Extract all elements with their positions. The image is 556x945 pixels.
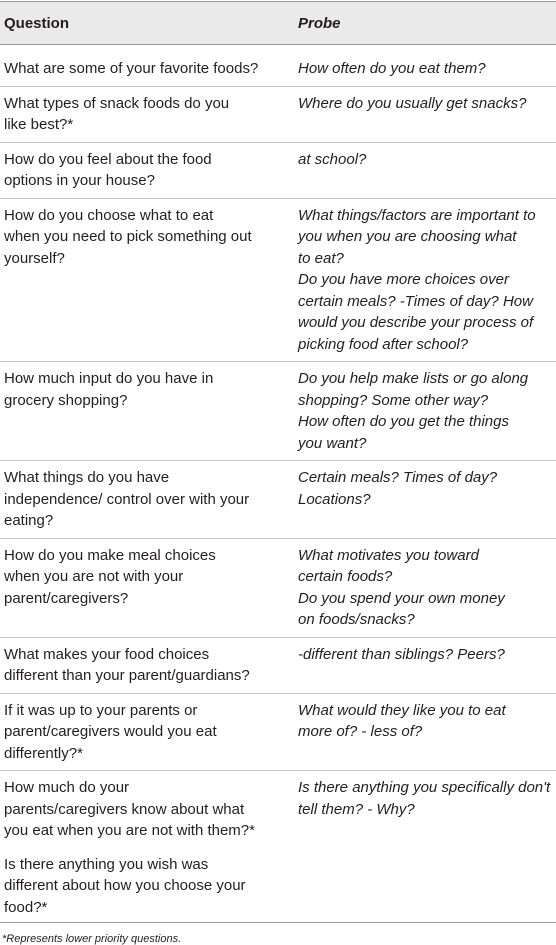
question-text-line: when you are not with your xyxy=(4,568,184,585)
probe-cell xyxy=(298,142,556,198)
probe-text-line: How often do you eat them? xyxy=(298,60,486,77)
question-text-line: If it was up to your parents or xyxy=(4,701,198,719)
probe-text-line: more of? - less of? xyxy=(298,723,423,740)
probe-text-line: How often do you get the things xyxy=(298,413,509,430)
question-text-line: How much do your xyxy=(4,779,130,796)
column-header-probe: Probe xyxy=(298,2,556,45)
table-footnote: *Represents lower priority questions. xyxy=(2,933,182,945)
question-cell xyxy=(0,461,298,539)
column-header-question: Question xyxy=(0,2,298,45)
probe-text-line: What motivates you toward xyxy=(298,546,479,564)
question-text-line: What types of snack foods do you xyxy=(4,94,230,112)
probe-text-line: shopping? Some other way? xyxy=(298,391,489,409)
interview-guide-table xyxy=(0,1,556,923)
question-cell xyxy=(0,771,298,848)
table-row xyxy=(0,637,556,693)
table-body xyxy=(0,45,556,923)
probe-text-line: you when you are choosing what xyxy=(298,228,517,245)
probe-text-line: certain foods? xyxy=(298,568,393,585)
question-text-line: options in your house? xyxy=(4,172,155,189)
question-text-line: different about how you choose your xyxy=(4,877,246,894)
question-text-line: What things do you have xyxy=(4,469,170,486)
probe-cell xyxy=(298,362,556,461)
probe-text-line: Do you help make lists or go along xyxy=(298,370,529,387)
question-cell xyxy=(0,142,298,198)
probe-cell xyxy=(298,637,556,693)
question-text-line: independence/ control over with your xyxy=(4,490,250,508)
probe-text-line: you want? xyxy=(298,434,367,452)
question-cell xyxy=(0,637,298,693)
question-cell xyxy=(0,86,298,142)
question-text-line: How do you choose what to eat xyxy=(4,206,214,224)
question-text-line: parents/caregivers know about what xyxy=(4,800,245,818)
table-row xyxy=(0,848,556,923)
table-row xyxy=(0,362,556,461)
probe-text-line: to eat? xyxy=(298,249,344,267)
question-text-line: Is there anything you wish was xyxy=(4,855,209,873)
question-text-line: you eat when you are not with them?* xyxy=(4,822,255,839)
table-row xyxy=(0,693,556,771)
table-row xyxy=(0,461,556,539)
question-cell xyxy=(0,693,298,771)
question-text-line: parent/caregivers would you eat xyxy=(4,723,217,740)
probe-text-line: tell them? - Why? xyxy=(298,800,415,818)
question-cell xyxy=(0,362,298,461)
probe-text-line: What would they like you to eat xyxy=(298,701,506,719)
table-row xyxy=(0,198,556,362)
question-text-line: parent/caregivers? xyxy=(4,589,129,607)
probe-text-line: Where do you usually get snacks? xyxy=(298,94,527,112)
question-text-line: differently?* xyxy=(4,744,83,762)
probe-cell xyxy=(298,848,556,923)
probe-cell xyxy=(298,86,556,142)
probe-text-line: at school? xyxy=(298,150,367,168)
probe-text-line: -different than siblings? Peers? xyxy=(298,645,505,663)
probe-text-line: Do you have more choices over xyxy=(298,271,509,288)
probe-cell xyxy=(298,198,556,362)
question-cell xyxy=(0,848,298,923)
table-header xyxy=(0,2,556,45)
question-text-line: different than your parent/guardians? xyxy=(4,667,250,684)
probe-text-line: Locations? xyxy=(298,490,371,508)
probe-text-line: Certain meals? Times of day? xyxy=(298,469,498,486)
probe-text-line: would you describe your process of xyxy=(298,314,534,331)
probe-text-line: What things/factors are important to xyxy=(298,206,536,224)
table-row xyxy=(0,771,556,848)
question-text-line: What are some of your favorite foods? xyxy=(4,60,259,77)
question-text-line: food?* xyxy=(4,898,48,916)
table-row xyxy=(0,86,556,142)
question-text-line: How much input do you have in xyxy=(4,370,214,387)
probe-text-line: picking food after school? xyxy=(298,335,469,353)
question-text-line: How do you feel about the food xyxy=(4,150,212,168)
header-row xyxy=(0,2,556,45)
question-text-line: yourself? xyxy=(4,249,65,267)
table-row xyxy=(0,45,556,87)
probe-text-line: Is there anything you specifically don't xyxy=(298,779,551,796)
probe-cell xyxy=(298,538,556,637)
probe-cell xyxy=(298,771,556,848)
question-text-line: What makes your food choices xyxy=(4,645,210,663)
question-text-line: when you need to pick something out xyxy=(4,228,252,245)
question-cell xyxy=(0,45,298,87)
question-text-line: How do you make meal choices xyxy=(4,546,216,564)
question-text-line: eating? xyxy=(4,512,54,529)
probe-text-line: on foods/snacks? xyxy=(298,611,415,628)
table-row xyxy=(0,142,556,198)
probe-cell xyxy=(298,45,556,87)
table-row xyxy=(0,538,556,637)
probe-text-line: Do you spend your own money xyxy=(298,589,505,607)
question-cell xyxy=(0,198,298,362)
probe-text-line: certain meals? -Times of day? How xyxy=(298,292,533,310)
question-cell xyxy=(0,538,298,637)
probe-cell xyxy=(298,693,556,771)
question-text-line: like best?* xyxy=(4,116,74,133)
probe-cell xyxy=(298,461,556,539)
question-text-line: grocery shopping? xyxy=(4,391,128,409)
